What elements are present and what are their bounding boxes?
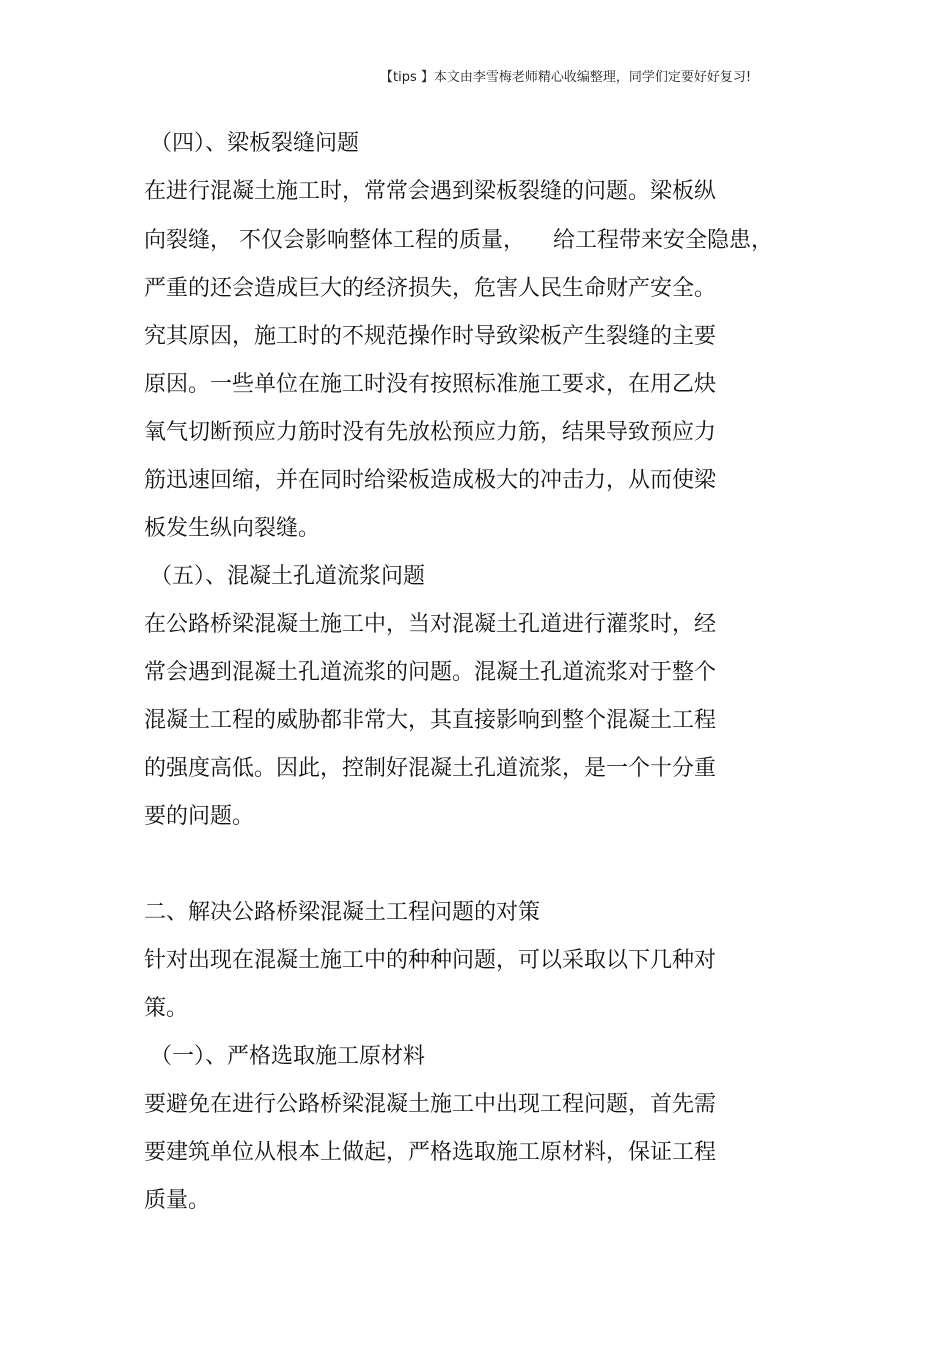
paragraph-line: 要建筑单位从根本上做起，严格选取施工原材料，保证工程 — [144, 1140, 717, 1165]
paragraph-line: 在进行混凝土施工时，常常会遇到梁板裂缝的问题。梁板纵 — [144, 179, 717, 204]
paragraph-line: 究其原因，施工时的不规范操作时导致梁板产生裂缝的主要 — [144, 324, 717, 349]
paragraph-line: 要的问题。 — [144, 804, 255, 829]
paragraph-line: 常会遇到混凝土孔道流浆的问题。混凝土孔道流浆对于整个 — [144, 660, 717, 685]
paragraph-line: 原因。一些单位在施工时没有按照标准施工要求，在用乙炔 — [144, 372, 717, 397]
paragraph-line: 的强度高低。因此，控制好混凝土孔道流浆，是一个十分重 — [144, 756, 717, 781]
paragraph-line: 严重的还会造成巨大的经济损失，危害人民生命财产安全。 — [144, 276, 717, 301]
paragraph-line: 在公路桥梁混凝土施工中，当对混凝土孔道进行灌浆时，经 — [144, 612, 717, 637]
paragraph-line: 针对出现在混凝土施工中的种种问题，可以采取以下几种对 — [144, 948, 717, 973]
paragraph-line: 要避免在进行公路桥梁混凝土施工中出现工程问题，首先需 — [144, 1092, 717, 1117]
paragraph-line: 筋迅速回缩，并在同时给梁板造成极大的冲击力，从而使梁 — [144, 468, 717, 493]
paragraph-line: 向裂缝， 不仅会影响整体工程的质量， 给工程带来安全隐患， — [144, 228, 773, 253]
paragraph-line: 质量。 — [144, 1188, 211, 1213]
chapter-heading-2: 二、解决公路桥梁混凝土工程问题的对策 — [144, 900, 541, 925]
header-tip: 【tips 】本文由李雪梅老师精心收编整理，同学们定要好好复习! — [380, 70, 752, 85]
paragraph-line: 策。 — [144, 996, 189, 1021]
paragraph-line: 混凝土工程的威胁都非常大，其直接影响到整个混凝土工程 — [144, 708, 717, 733]
section-heading-4: （四）、梁板裂缝问题 — [150, 131, 360, 156]
paragraph-line: 板发生纵向裂缝。 — [144, 516, 321, 541]
paragraph-line: 氧气切断预应力筋时没有先放松预应力筋，结果导致预应力 — [144, 420, 717, 445]
section-heading-5: （五）、混凝土孔道流浆问题 — [150, 564, 426, 589]
section-heading-1: （一）、严格选取施工原材料 — [150, 1044, 426, 1069]
